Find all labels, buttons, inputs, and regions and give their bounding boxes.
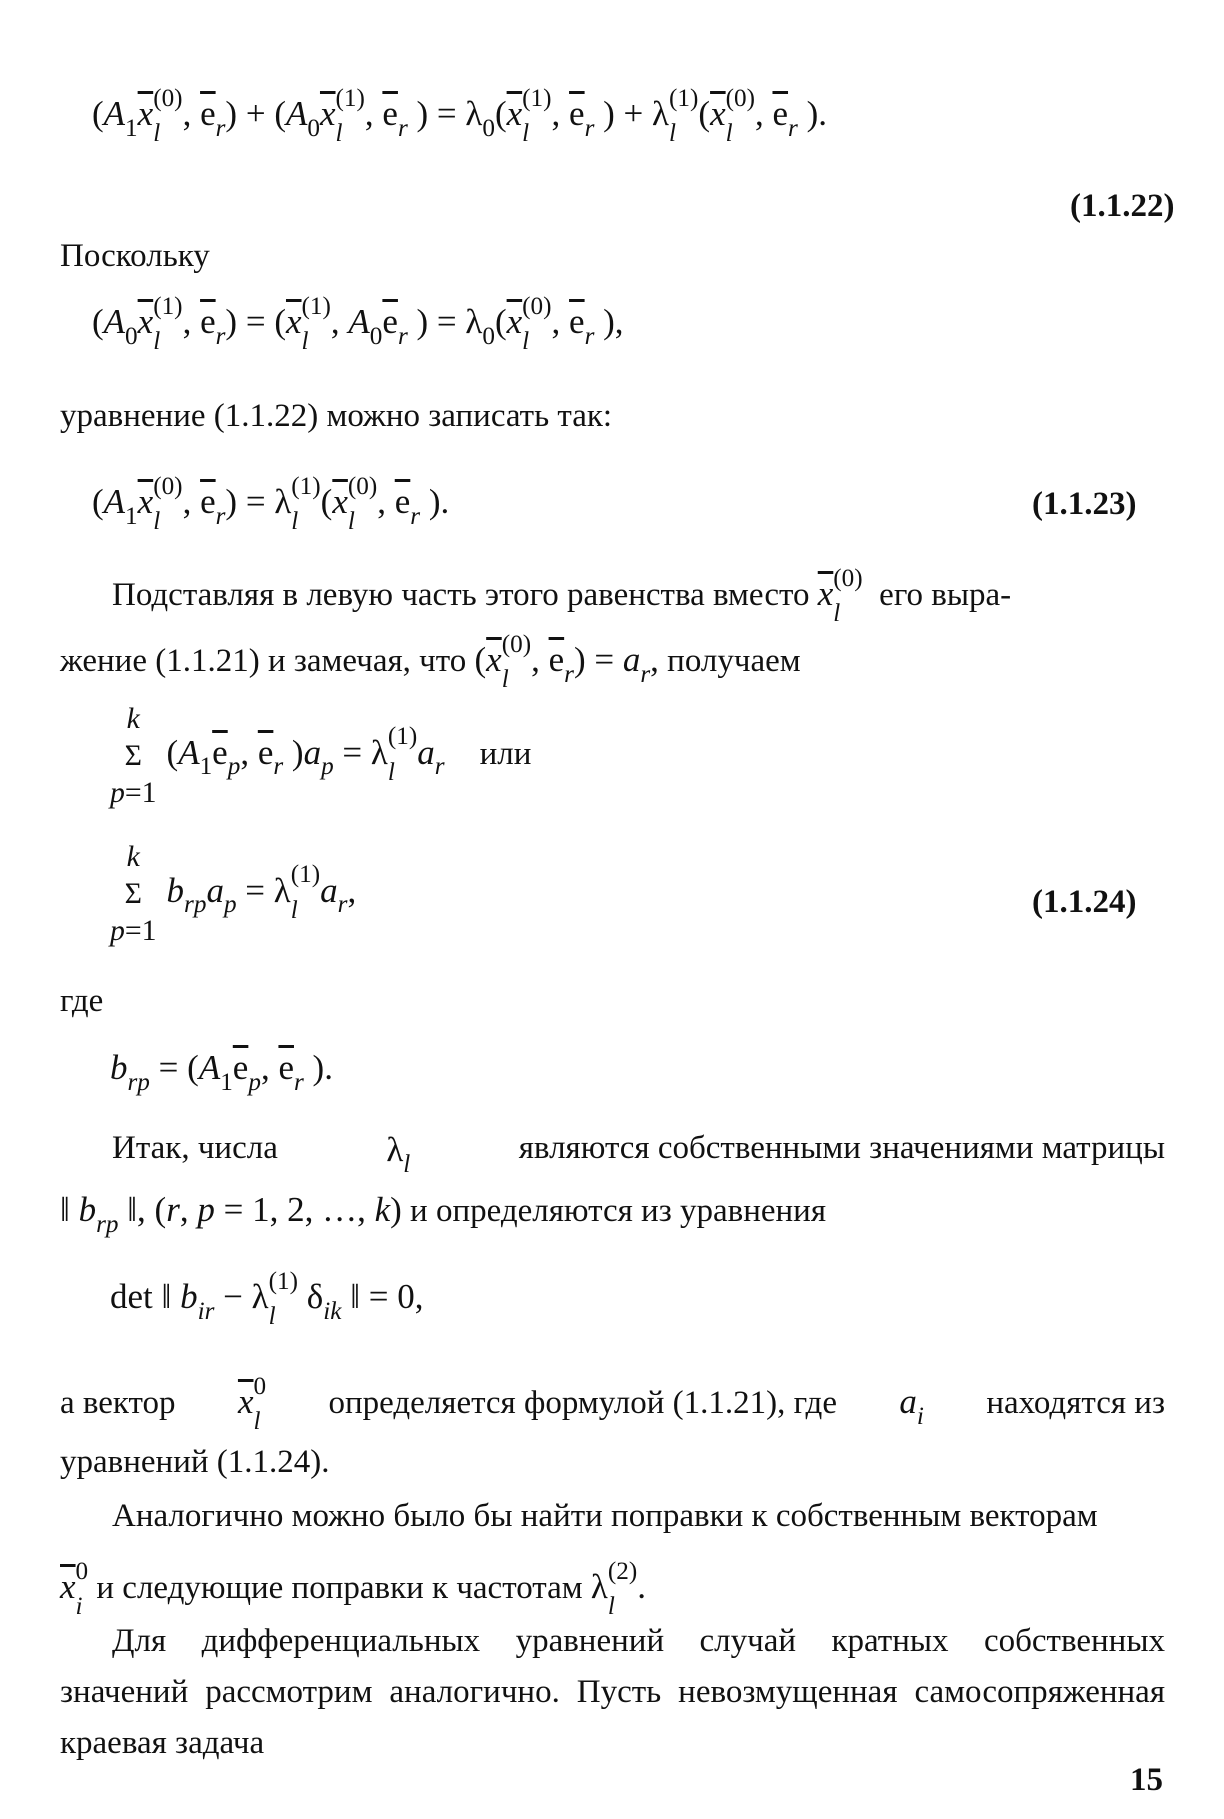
vector-text-a: а вектор	[60, 1385, 176, 1422]
substitution-text-a: Подставляя в левую часть этого равенства вместо	[112, 577, 810, 614]
paragraph-itak-line2: ‖ $b_{rp}$ ‖, (r, p = 1, 2, …, k) и определяются из уравнения	[60, 1190, 827, 1238]
text-poskolku: Поскольку	[60, 238, 210, 274]
equation-1-1-22: ($A_1\overline{x}$ (0) l , $\overline{e}_r) + (A_0\overline{x}$ (1) l , $\overline{e}_r$ ) = $\lambda_0(\overline{x}$ (1) l , $\overline{e}_r$ ) + λ (1) l ($\overline{x}$ (0) l , $\overline{e}_r$ ).	[92, 84, 827, 147]
paragraph-analog-line2: $\overline{x}$ 0 i и следующие поправки к частотам λ (2) l .	[60, 1557, 646, 1620]
itak-text-c: и определяются из уравнения	[410, 1193, 827, 1229]
substitution-text-d: получаем	[667, 643, 801, 680]
paragraph-differential-equations: Для дифференциальных уравнений случай кратных собственных значений рассмотрим аналогично. Пусть невозмущенная самосопряженная краевая задача	[60, 1623, 1165, 1762]
paragraph-substitution-line1: Подставляя в левую часть этого равенства вместо $\overline{x}$ (0) l его выра-	[112, 564, 1012, 627]
itak-text-a: Итак, числа	[112, 1130, 278, 1166]
paragraph-itak-line1: Итак, числа $\lambda_l$ являются собственными значениями матрицы	[112, 1130, 1165, 1178]
substitution-text-c: жение (1.1.21) и замечая, что	[60, 643, 467, 680]
substitution-text-b: его выра-	[879, 577, 1012, 614]
analog-text-b: и следующие поправки к частотам	[96, 1570, 583, 1607]
text-gde: где	[60, 983, 104, 1019]
paragraph-analog-line1: Аналогично можно было бы найти поправки к собственным векторам	[112, 1498, 1098, 1534]
text-ili: или	[479, 735, 532, 772]
paragraph-vector-line2: уравнений (1.1.24).	[60, 1444, 330, 1480]
equation-det: det ‖ $b_{ir} - \lambda$ (1) l $\delta_{ik}$ ‖ = 0,	[110, 1267, 424, 1330]
paragraph-substitution-line2: жение (1.1.21) и замечая, что ($\overline{x}$ (0) l , $\overline{e}_r) = a_r$, получаем	[60, 630, 801, 693]
equation-number-1-1-22: (1.1.22)	[1070, 188, 1175, 224]
equation-1-1-24: k Σ p=1 $b_{rp}a_p = \lambda$ (1) l $a_r$,	[110, 840, 357, 948]
equation-number-1-1-23: (1.1.23)	[1032, 486, 1137, 522]
text-equation-can-write: уравнение (1.1.22) можно записать так:	[60, 398, 613, 434]
equation-a0-symmetry: ($A_0\overline{x}$ (1) l , $\overline{e}_r) = (\overline{x}$ (1) l , $A_0\overline{e}_r$ ) = $\lambda_0(\overline{x}$ (0) l , $\overline{e}_r$ ),	[92, 292, 624, 355]
equation-sum-1: k Σ p=1 ($A_1\overline{e}_p$, $\overline{e}_r$ )$a_p = \lambda$ (1) l $a_r$ или	[110, 702, 532, 810]
itak-text-b: являются собственными значениями матрицы	[518, 1130, 1165, 1166]
vector-text-c: находятся из	[986, 1385, 1165, 1422]
equation-brp: $b_{rp} = (A_1\overline{e}_p$, $\overline{e}_r$ ).	[110, 1048, 333, 1096]
page-number: 15	[1130, 1762, 1163, 1798]
equation-1-1-23: ($A_1\overline{x}$ (0) l , $\overline{e}_r) = \lambda$ (1) l ($\overline{x}$ (0) l , $\overline{e}_r$ ).	[92, 472, 450, 535]
paragraph-vector-line1: а вектор $\overline{x}$ 0 l определяется формулой (1.1.21), где $a_i$ находятся из	[60, 1372, 1165, 1435]
equation-number-1-1-24: (1.1.24)	[1032, 884, 1137, 920]
vector-text-b: определяется формулой (1.1.21), где	[328, 1385, 837, 1422]
